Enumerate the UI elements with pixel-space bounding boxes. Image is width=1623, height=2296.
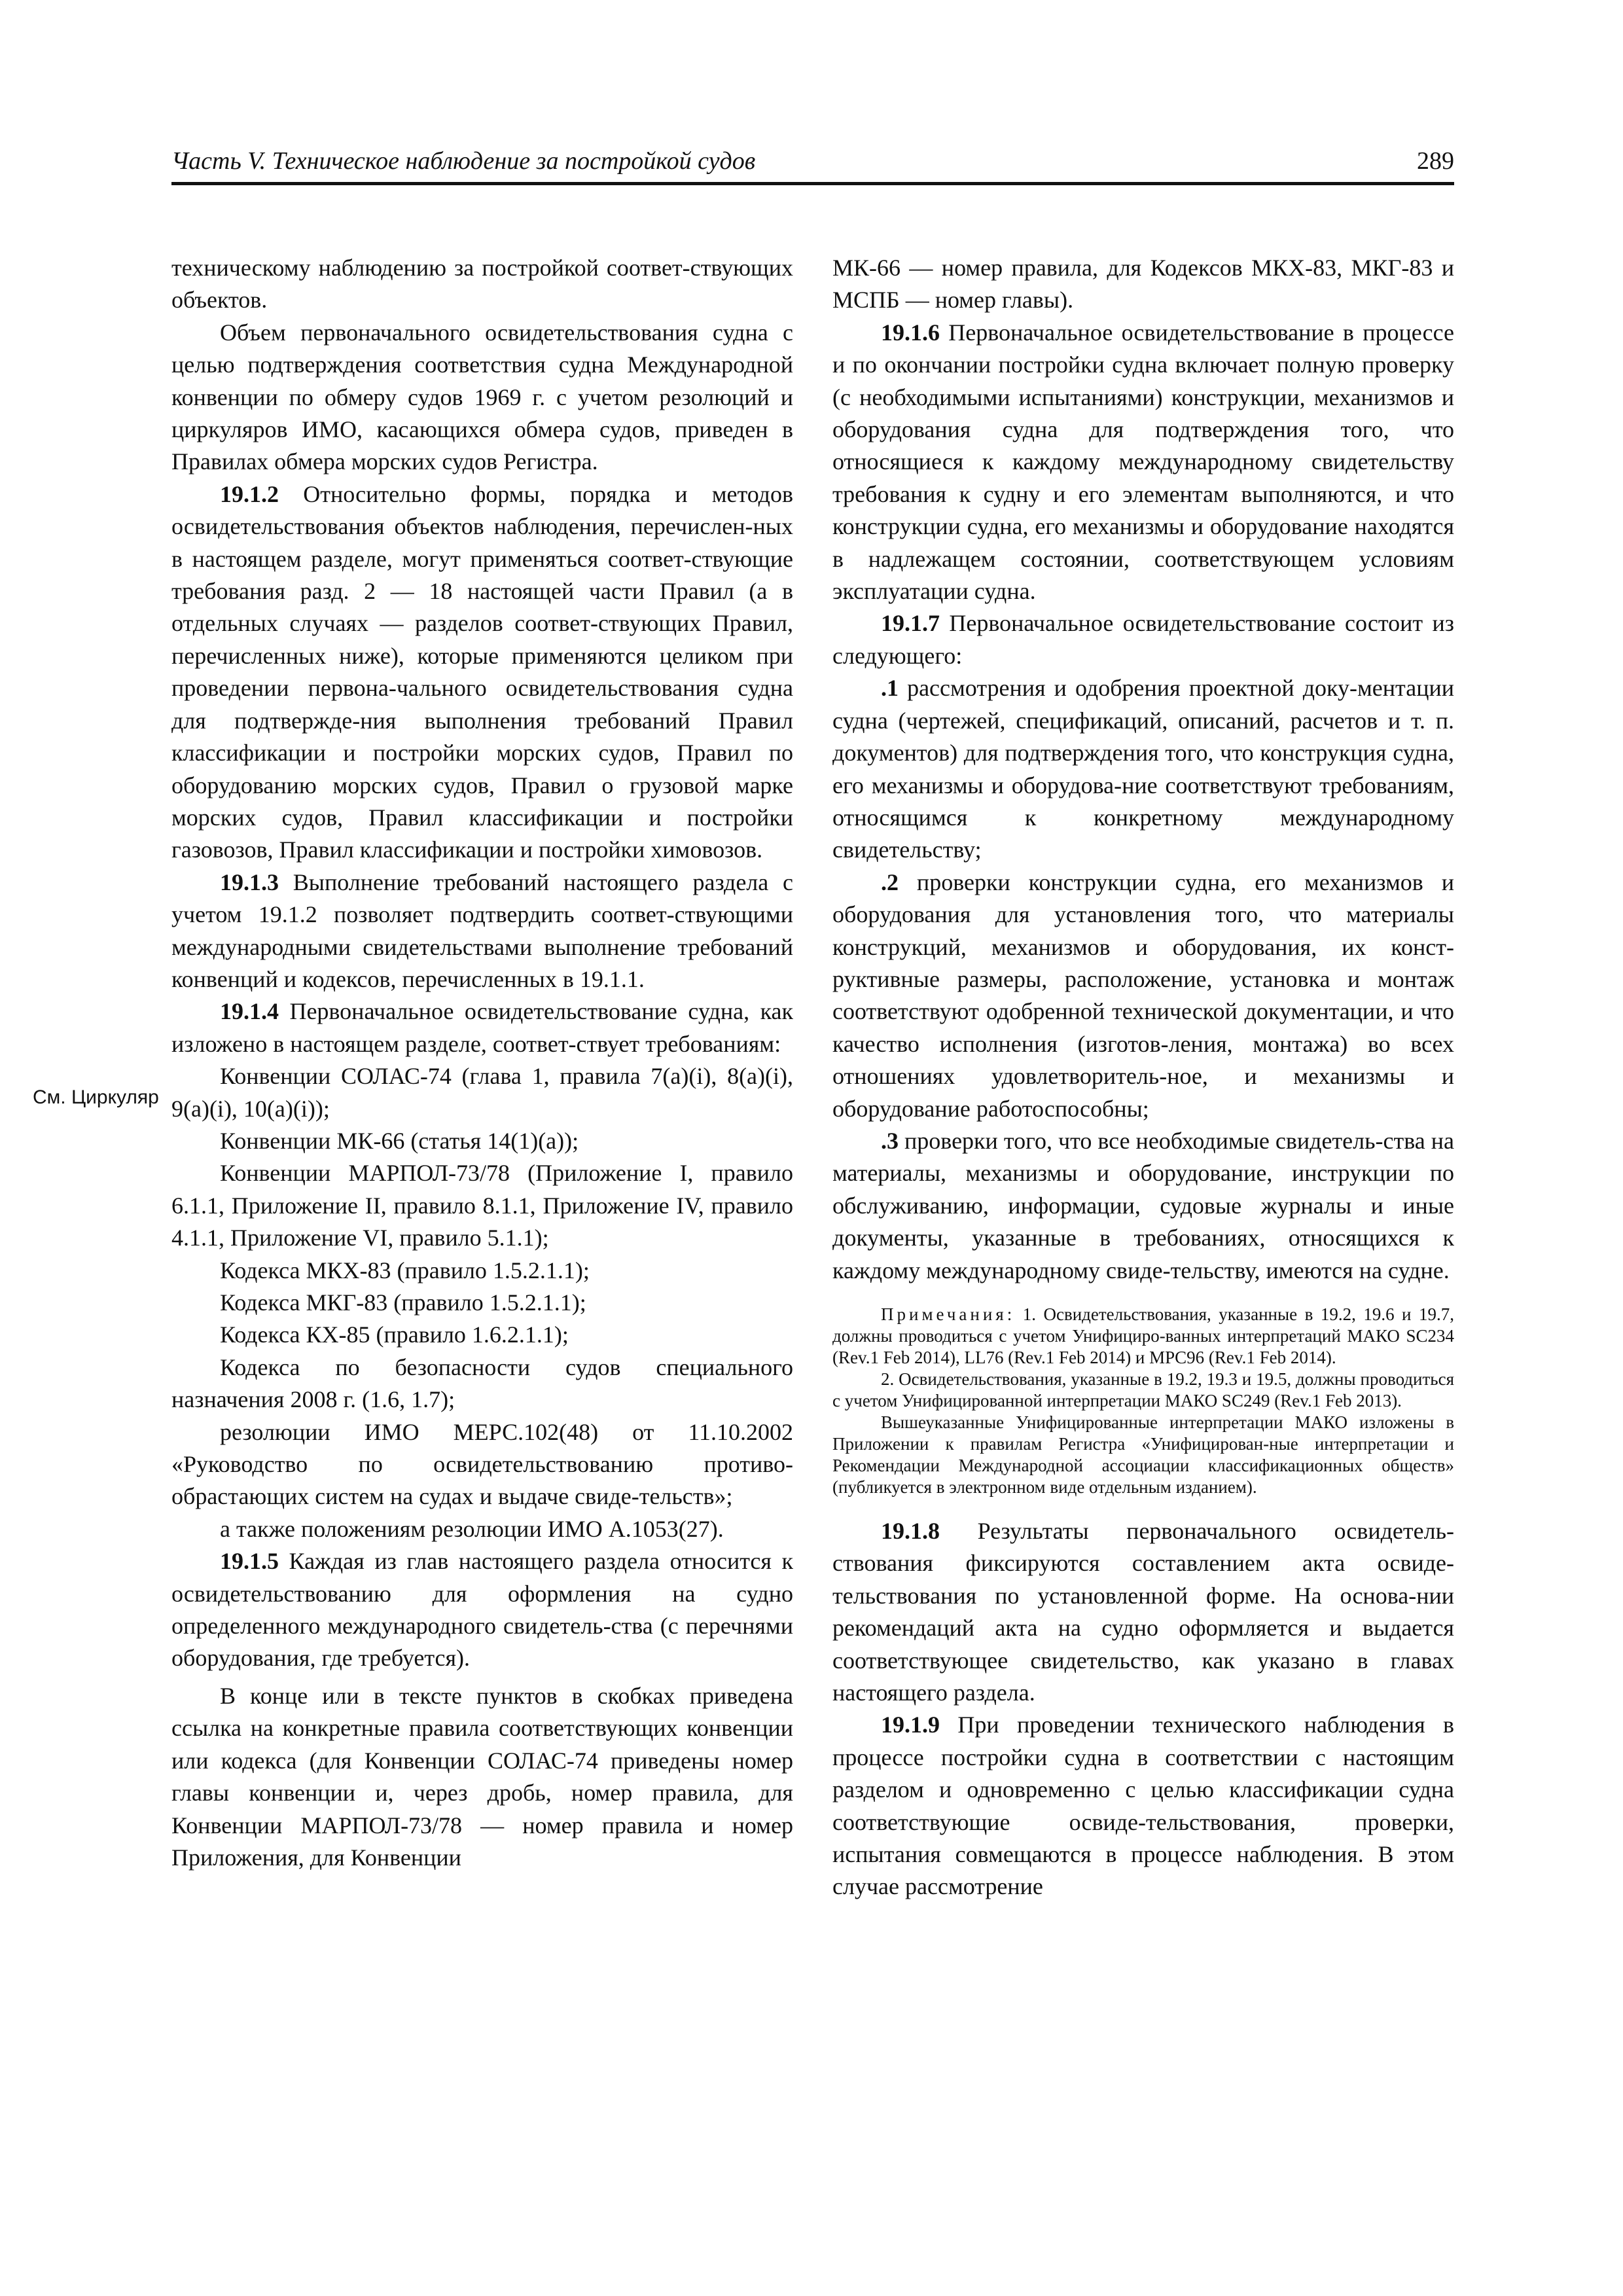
list-item bbox=[832, 867, 1454, 1125]
section-19-1-2 bbox=[171, 478, 793, 867]
section-19-1-7 bbox=[832, 607, 1454, 672]
page-number: 289 bbox=[1417, 147, 1454, 175]
clause-number: 19.1.8 bbox=[881, 1518, 940, 1544]
running-header bbox=[171, 145, 1454, 185]
clause-number: 19.1.2 bbox=[220, 480, 279, 507]
section-19-1-5 bbox=[171, 1545, 793, 1675]
clause-number: 19.1.7 bbox=[881, 610, 940, 637]
clause-text: Выполнение требований настоящего раздела с учетом 19.1.2 позволяет подтвердить соответ-ствующими международными свидетельствами выполнение требований конвенций и кодексов, перечисленных в 19.1.1. bbox=[171, 869, 793, 992]
list-item: резолюции ИМО МЕРС.102(48) от 11.10.2002 «Руководство по освидетельствованию противо-обрастающих систем на судах и выдаче свиде-тельств»; bbox=[171, 1418, 793, 1510]
list-item: Кодекса МКГ-83 (правило 1.5.2.1.1); bbox=[220, 1289, 586, 1316]
paragraph: МК-66 — номер правила, для Кодексов МКХ-83, МКГ-83 и МСПБ — номер главы). bbox=[832, 255, 1454, 314]
section-19-1-4 bbox=[171, 996, 793, 1060]
clause-number: 19.1.4 bbox=[220, 998, 279, 1025]
clause-text: Результаты первоначального освидетель-ствования фиксируются составлением акта освиде-тельствования по установленной форме. На основа-нии рекомендаций акта на судно оформляется и выдается соответствующее свидетельство, как указано в главах настоящего раздела. bbox=[832, 1518, 1454, 1706]
item-text: проверки того, что все необходимые свидетель-ства на материалы, механизмы и оборудование, инструкции по обслуживанию, информации, судовые журналы и иные документы, указанные в требованиях, относящихся к каждому международному свиде-тельству, имеются на судне. bbox=[832, 1127, 1454, 1283]
notes-block bbox=[832, 1304, 1454, 1498]
list-item: Кодекса по безопасности судов специального назначения 2008 г. (1.6, 1.7); bbox=[171, 1354, 793, 1413]
list-item: Кодекса МКХ-83 (правило 1.5.2.1.1); bbox=[220, 1257, 590, 1283]
clause-text: Первоначальное освидетельствование в процессе и по окончании постройки судна включает полную проверку (с необходимыми испытаниями) конструкции, механизмов и оборудования судна для подтверждения того, что относящиеся к каждому международному свидетельству требования к судну и его элементам выполняются, и что конструкции судна, его механизмы и оборудование находятся в надлежащем состоянии, соответствующем условиям эксплуатации судна. bbox=[832, 319, 1454, 605]
note-text: 1. Освидетельствования, указанные в 19.2, 19.6 и 19.7, должны проводиться с учетом Унифициро-ванных интерпретаций МАКО SC234 (Rev.1 Feb 2014), LL76 (Rev.1 Feb 2014) и MPC96 (Rev.1 Feb 2014). bbox=[832, 1304, 1454, 1367]
clause-number: 19.1.9 bbox=[881, 1712, 940, 1738]
margin-annotation[interactable]: См. Циркуляр bbox=[33, 1086, 159, 1108]
clause-text: При проведении технического наблюдения в процессе постройки судна в соответствии с настоящим разделом и одновременно с целью классификации судна соответствующие освиде-тельствования, проверки, испытания совмещаются в процессе наблюдения. В этом случае рассмотрение bbox=[832, 1712, 1454, 1900]
clause-text: Каждая из глав настоящего раздела относится к освидетельствованию для оформления на судно определенного международного свидетель-ства (с перечнями оборудования, где требуется). bbox=[171, 1548, 793, 1672]
clause-text: Первоначальное освидетельствование состоит из следующего: bbox=[832, 610, 1454, 669]
paragraph: техническому наблюдению за постройкой соответ-ствующих объектов. bbox=[171, 255, 793, 314]
item-number: .1 bbox=[881, 675, 899, 702]
clause-text: Относительно формы, порядка и методов освидетельствования объектов наблюдения, перечислен-ных в настоящем разделе, могут применяться соответ-ствующие требования разд. 2 — 18 настоящей части Правил (а в отдельных случаях — разделов соответ-ствующих Правил, перечисленных ниже), которые применяются целиком при проведении первона-чального освидетельствования судна для подтвержде-ния выполнения требований Правил классификации и постройки морских судов, Правил по оборудованию морских судов, Правил о грузовой марке морских судов, Правил классификации и постройки газовозов, Правил классификации и постройки химовозов. bbox=[171, 480, 793, 863]
list-item: Конвенции МАРПОЛ-73/78 (Приложение I, правило 6.1.1, Приложение II, правило 8.1.1, Приложение IV, правило 4.1.1, Приложение VI, правило 5.1.1); bbox=[171, 1160, 793, 1251]
note: 2. Освидетельствования, указанные в 19.2, 19.3 и 19.5, должны проводиться с учетом Унифицированной интерпретации МАКО SC249 (Rev.1 Feb 2013). bbox=[832, 1369, 1454, 1410]
item-text: рассмотрения и одобрения проектной доку-ментации судна (чертежей, спецификаций, описаний, расчетов и т. п. документов) для подтверждения того, что конструкция судна, его механизмы и оборудова-ние соответствуют требованиям, относящимся к конкретному международному свидетельству; bbox=[832, 675, 1454, 863]
clause-text: Первоначальное освидетельствование судна, как изложено в настоящем разделе, соответ-ствует требованиям: bbox=[171, 998, 793, 1057]
section-19-1-8 bbox=[832, 1515, 1454, 1709]
paragraph: Объем первоначального освидетельствования судна с целью подтверждения соответствия судна Международной конвенции по обмеру судов 1969 г. с учетом резолюций и циркуляров ИМО, касающихся обмера судов, приведен в Правилах обмера морских судов Регистра. bbox=[171, 319, 793, 475]
note: Вышеуказанные Унифицированные интерпретации МАКО изложены в Приложении к правилам Регистра «Унифицирован-ные интерпретации и Рекомендации Международной ассоциации классификационных обществ» (публикуется в электронном виде отдельным изданием). bbox=[832, 1412, 1454, 1497]
clause-number: 19.1.3 bbox=[220, 869, 279, 895]
section-19-1-3 bbox=[171, 867, 793, 996]
list-item: Кодекса КХ-85 (правило 1.6.2.1.1); bbox=[220, 1321, 569, 1348]
list-item bbox=[832, 1125, 1454, 1287]
list-item bbox=[832, 672, 1454, 866]
note-label: Примечания: bbox=[881, 1304, 1016, 1324]
list-item: а также положениям резолюции ИМО А.1053(27). bbox=[220, 1515, 724, 1542]
section-19-1-6 bbox=[832, 317, 1454, 608]
section-19-1-9 bbox=[832, 1709, 1454, 1903]
right-column bbox=[832, 252, 1454, 1903]
paragraph: В конце или в тексте пунктов в скобках приведена ссылка на конкретные правила соответствующих конвенции или кодекса (для Конвенции СОЛАС-74 приведены номер главы конвенции и, через дробь, номер правила, для Конвенции МАРПОЛ-73/78 — номер правила и номер Приложения, для Конвенции bbox=[171, 1682, 793, 1871]
item-number: .2 bbox=[881, 869, 899, 895]
list-item: Конвенции МК-66 (статья 14(1)(а)); bbox=[220, 1127, 579, 1154]
item-text: проверки конструкции судна, его механизмов и оборудования для установления того, что материалы конструкций, механизмов и оборудования, их конст-руктивные размеры, расположение, установка и монтаж соответствуют одобренной технической документации, и что качество исполнения (изготов-ления, монтажа) во всех отношениях удовлетворитель-ное, и механизмы и оборудование работоспособны; bbox=[832, 869, 1454, 1122]
clause-number: 19.1.5 bbox=[220, 1548, 279, 1575]
list-item: Конвенции СОЛАС-74 (глава 1, правила 7(а)(i), 8(а)(i), 9(а)(i), 10(а)(i)); bbox=[171, 1063, 793, 1122]
header-title: Часть V. Техническое наблюдение за постройкой судов bbox=[171, 147, 756, 175]
left-column bbox=[171, 252, 793, 1874]
item-number: .3 bbox=[881, 1127, 899, 1154]
note bbox=[832, 1304, 1454, 1369]
clause-number: 19.1.6 bbox=[881, 319, 940, 346]
